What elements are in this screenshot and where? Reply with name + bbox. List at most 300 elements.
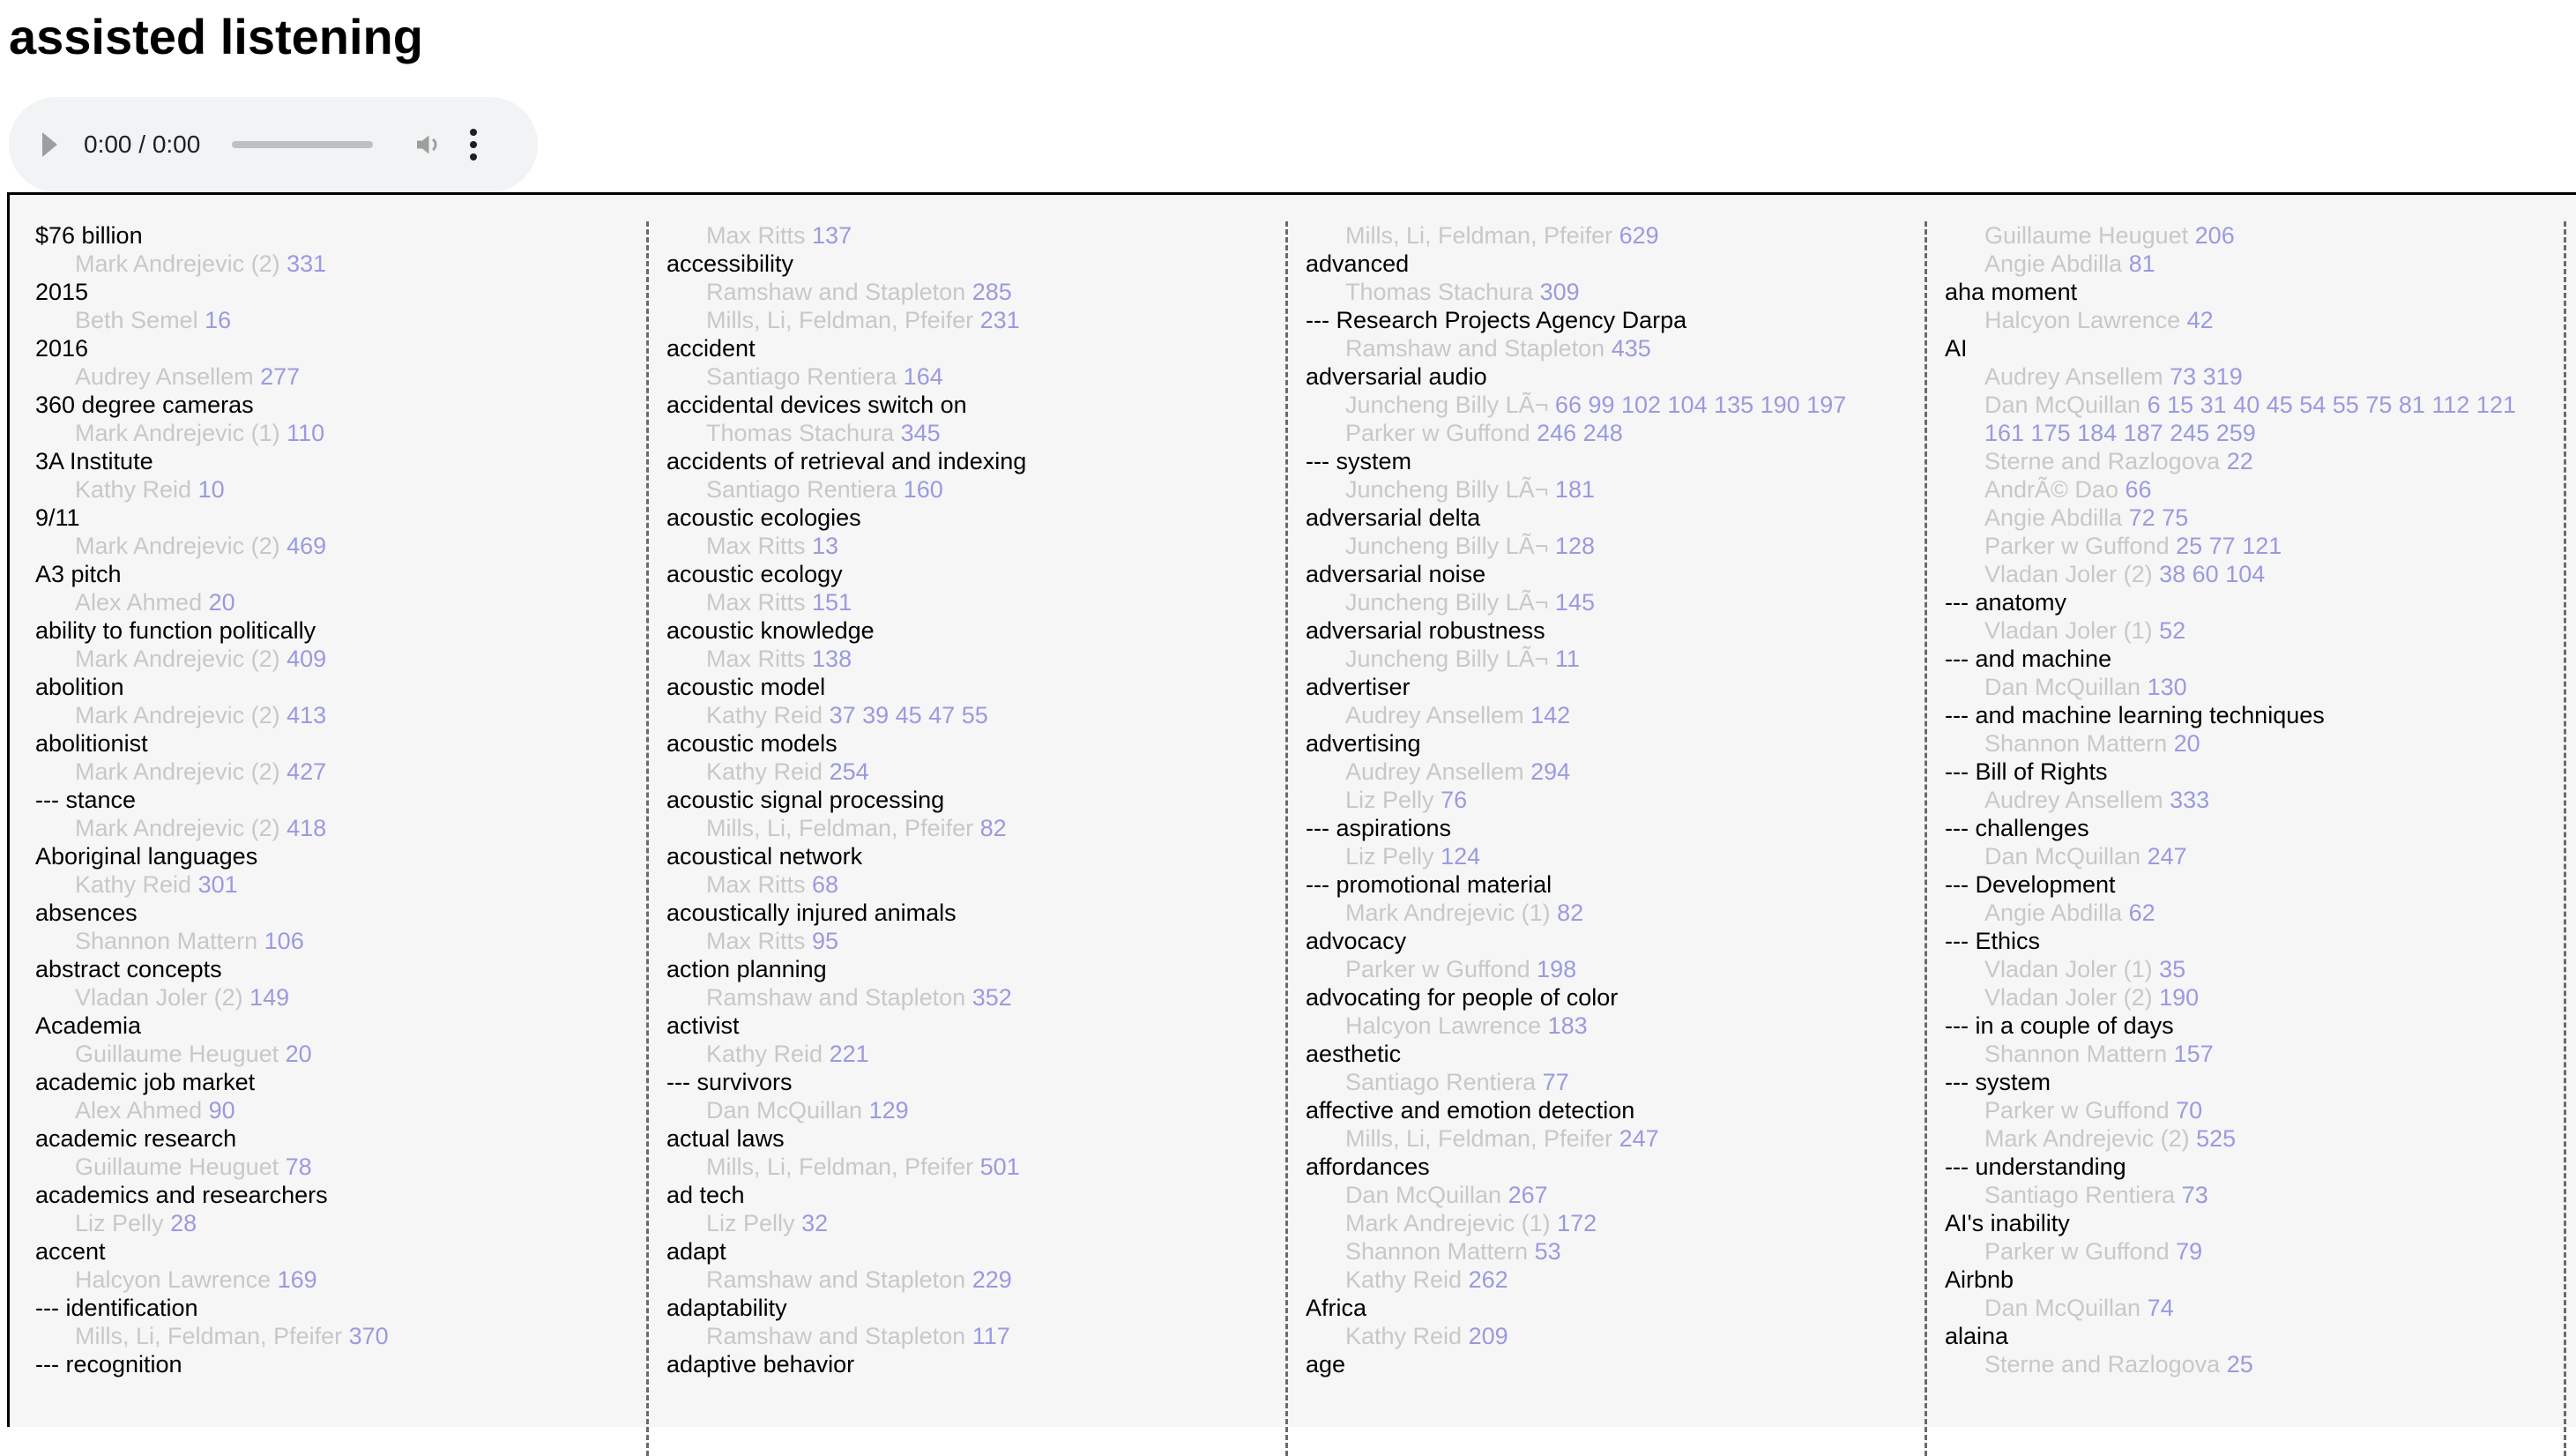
index-reference <box>666 758 1248 786</box>
index-reference <box>666 306 1248 334</box>
reference-author: AndrÃ© Dao <box>1984 476 2118 503</box>
page-links[interactable]: 117 <box>972 1323 1010 1349</box>
index-reference <box>35 362 617 391</box>
reference-author: Audrey Ansellem <box>1984 363 2163 390</box>
index-reference <box>666 983 1248 1012</box>
index-reference <box>35 475 617 504</box>
index-reference <box>1306 1209 1887 1237</box>
page-links[interactable]: 70 <box>2176 1097 2203 1124</box>
reference-author: Juncheng Billy LÃ¬ <box>1345 589 1549 616</box>
index-term: --- in a couple of days <box>1945 1012 2174 1039</box>
page-links[interactable]: 106 <box>264 928 304 954</box>
index-term: advocating for people of color <box>1306 984 1619 1011</box>
index-reference <box>35 250 617 278</box>
index-reference <box>1306 842 1887 870</box>
index-term: --- system <box>1945 1069 2051 1095</box>
index-column <box>10 221 649 1456</box>
page-links[interactable]: 72 75 <box>2128 504 2189 531</box>
reference-author: Juncheng Billy LÃ¬ <box>1345 476 1549 503</box>
page-links[interactable]: 301 <box>197 871 238 898</box>
page-links[interactable]: 145 <box>1554 589 1595 616</box>
play-icon[interactable] <box>42 132 57 157</box>
index-reference <box>1945 955 2527 983</box>
index-term: adapt <box>666 1238 726 1265</box>
index-reference <box>666 419 1248 447</box>
menu-dot <box>470 141 477 148</box>
page-links[interactable]: 130 <box>2147 674 2187 700</box>
index-reference <box>35 701 617 729</box>
page-links[interactable]: 172 <box>1557 1210 1597 1236</box>
index-reference <box>1945 729 2527 758</box>
index-reference <box>1306 278 1887 306</box>
page-links[interactable]: 52 <box>2159 617 2186 644</box>
index-term: --- challenges <box>1945 815 2089 841</box>
reference-author: Ramshaw and Stapleton <box>706 279 966 305</box>
index-term: academics and researchers <box>35 1182 328 1208</box>
page-links[interactable]: 28 <box>170 1210 197 1236</box>
reference-author: Mark Andrejevic (2) <box>75 758 280 785</box>
index-columns <box>10 221 2566 1456</box>
page-links[interactable]: 20 <box>208 589 235 616</box>
index-term: alaina <box>1945 1323 2009 1349</box>
page-links[interactable]: 62 <box>2128 900 2155 926</box>
reference-author: Audrey Ansellem <box>1984 787 2163 813</box>
reference-author: Mark Andrejevic (2) <box>75 250 280 277</box>
index-term: 2016 <box>35 335 89 362</box>
reference-author: Liz Pelly <box>1345 787 1434 813</box>
reference-author: Santiago Rentiera <box>706 476 897 503</box>
index-reference <box>1945 1040 2527 1068</box>
reference-author: Vladan Joler (1) <box>1984 617 2153 644</box>
page-links[interactable]: 246 248 <box>1537 420 1623 446</box>
page-links[interactable]: 181 <box>1554 476 1595 503</box>
index-term: acoustic ecologies <box>666 504 861 531</box>
index-reference <box>666 645 1248 673</box>
reference-author: Mark Andrejevic (2) <box>75 646 280 672</box>
page-links[interactable]: 90 <box>208 1097 235 1124</box>
page-links[interactable]: 352 <box>972 984 1012 1011</box>
index-reference <box>666 475 1248 504</box>
reference-author: Mark Andrejevic (2) <box>75 533 280 559</box>
index-reference <box>35 870 617 899</box>
index-term: abolition <box>35 674 124 700</box>
index-reference <box>35 1322 617 1350</box>
page-links[interactable]: 78 <box>285 1154 312 1180</box>
page-links[interactable]: 418 <box>287 815 327 841</box>
index-column <box>1927 221 2566 1456</box>
page-links[interactable]: 25 <box>2226 1351 2253 1378</box>
index-reference <box>666 1096 1248 1124</box>
page-links[interactable]: 435 <box>1611 335 1651 362</box>
reference-author: Alex Ahmed <box>75 589 203 616</box>
index-term: --- stance <box>35 787 137 813</box>
index-term: ability to function politically <box>35 617 316 644</box>
index-term: age <box>1306 1351 1346 1378</box>
page-links[interactable]: 79 <box>2176 1238 2203 1265</box>
index-term: academic research <box>35 1125 237 1152</box>
index-reference <box>666 362 1248 391</box>
index-reference <box>1945 391 2527 447</box>
index-term: advanced <box>1306 250 1410 277</box>
index-reference <box>1945 1237 2527 1266</box>
index-reference <box>666 1322 1248 1350</box>
page-links[interactable]: 38 60 104 <box>2159 561 2266 587</box>
index-term: --- understanding <box>1945 1154 2126 1180</box>
index-term: acoustic knowledge <box>666 617 875 644</box>
page-links[interactable]: 11 <box>1554 646 1580 672</box>
index-term: --- and machine <box>1945 646 2112 672</box>
page-links[interactable]: 129 <box>868 1097 909 1124</box>
page-links[interactable]: 124 <box>1441 843 1481 870</box>
reference-author: Guillaume Heuguet <box>75 1154 279 1180</box>
page-links[interactable]: 294 <box>1530 758 1571 785</box>
page-links[interactable]: 95 <box>812 928 839 954</box>
page-links[interactable]: 206 <box>2194 222 2235 249</box>
reference-author: Mills, Li, Feldman, Pfeifer <box>1345 222 1613 249</box>
index-term: --- and machine learning techniques <box>1945 702 2325 728</box>
reference-author: Mills, Li, Feldman, Pfeifer <box>1345 1125 1613 1152</box>
reference-author: Parker w Guffond <box>1984 1097 2170 1124</box>
reference-author: Santiago Rentiera <box>706 363 897 390</box>
page-links[interactable]: 370 <box>348 1323 389 1349</box>
page-links[interactable]: 409 <box>287 646 327 672</box>
page-links[interactable]: 164 <box>903 363 943 390</box>
index-term: adversarial delta <box>1306 504 1481 531</box>
page-links[interactable]: 35 <box>2159 956 2186 982</box>
page-links[interactable]: 262 <box>1468 1266 1508 1293</box>
reference-author: Audrey Ansellem <box>75 363 254 390</box>
index-reference <box>1945 447 2527 475</box>
reference-author: Halcyon Lawrence <box>1984 307 2181 333</box>
reference-author: Shannon Mattern <box>1345 1238 1529 1265</box>
page-links[interactable]: 345 <box>900 420 941 446</box>
index-term: 3A Institute <box>35 448 153 474</box>
index-panel <box>7 192 2576 1427</box>
page-links[interactable]: 73 <box>2181 1182 2208 1208</box>
index-term: advertiser <box>1306 674 1411 700</box>
index-reference <box>1945 1294 2527 1322</box>
reference-author: Shannon Mattern <box>1984 730 2168 757</box>
page-links[interactable]: 267 <box>1508 1182 1548 1208</box>
page-links[interactable]: 25 77 121 <box>2176 533 2282 559</box>
index-term: affordances <box>1306 1154 1430 1180</box>
page-links[interactable]: 629 <box>1619 222 1659 249</box>
index-reference <box>35 983 617 1012</box>
reference-author: Audrey Ansellem <box>1345 758 1524 785</box>
index-term: --- Ethics <box>1945 928 2040 954</box>
reference-author: Parker w Guffond <box>1984 533 2170 559</box>
page-links[interactable]: 229 <box>972 1266 1012 1293</box>
reference-author: Liz Pelly <box>1345 843 1434 870</box>
index-term: advocacy <box>1306 928 1407 954</box>
reference-author: Mark Andrejevic (1) <box>1345 900 1551 926</box>
index-reference <box>1306 1068 1887 1096</box>
page-links[interactable]: 74 <box>2147 1295 2174 1321</box>
page-links[interactable]: 331 <box>287 250 327 277</box>
index-term: activist <box>666 1012 740 1039</box>
index-reference <box>1945 504 2527 532</box>
index-reference <box>35 927 617 955</box>
page-links[interactable]: 247 <box>2147 843 2187 870</box>
page-links[interactable]: 169 <box>277 1266 317 1293</box>
reference-author: Dan McQuillan <box>706 1097 863 1124</box>
index-term: accidental devices switch on <box>666 392 967 418</box>
reference-author: Liz Pelly <box>706 1210 795 1236</box>
index-reference <box>666 532 1248 560</box>
index-reference <box>1945 306 2527 334</box>
index-reference <box>666 221 1248 250</box>
index-term: accessibility <box>666 250 794 277</box>
index-reference <box>1306 588 1887 616</box>
index-term: abstract concepts <box>35 956 222 982</box>
index-reference <box>35 814 617 842</box>
index-term: Africa <box>1306 1295 1367 1321</box>
index-term: adaptability <box>666 1295 787 1321</box>
index-term: aha moment <box>1945 279 2078 305</box>
page-links[interactable]: 333 <box>2170 787 2210 813</box>
reference-author: Mills, Li, Feldman, Pfeifer <box>75 1323 343 1349</box>
reference-author: Max Ritts <box>706 871 806 898</box>
page-links[interactable]: 68 <box>812 871 839 898</box>
reference-author: Max Ritts <box>706 589 806 616</box>
index-term: --- aspirations <box>1306 815 1452 841</box>
page-links[interactable]: 66 99 102 104 135 190 197 <box>1554 392 1847 418</box>
page-links[interactable]: 10 <box>197 476 225 503</box>
reference-author: Angie Abdilla <box>1984 250 2123 277</box>
reference-author: Ramshaw and Stapleton <box>706 1323 966 1349</box>
index-reference <box>35 1153 617 1181</box>
index-term: ad tech <box>666 1182 745 1208</box>
page-links[interactable]: 277 <box>260 363 301 390</box>
page-links[interactable]: 157 <box>2173 1041 2214 1067</box>
reference-author: Kathy Reid <box>706 1041 823 1067</box>
index-reference <box>1306 221 1887 250</box>
index-reference <box>1306 955 1887 983</box>
index-reference <box>666 588 1248 616</box>
reference-author: Max Ritts <box>706 222 806 249</box>
index-term: A3 pitch <box>35 561 122 587</box>
progress-slider[interactable] <box>232 141 373 148</box>
reference-author: Guillaume Heuguet <box>75 1041 279 1067</box>
reference-author: Max Ritts <box>706 646 806 672</box>
page-links[interactable]: 76 <box>1441 787 1468 813</box>
index-reference <box>35 1096 617 1124</box>
reference-author: Shannon Mattern <box>1984 1041 2168 1067</box>
index-term: Airbnb <box>1945 1266 2014 1293</box>
page-links[interactable]: 77 <box>1542 1069 1569 1095</box>
page-links[interactable]: 82 <box>979 815 1007 841</box>
index-reference <box>1306 786 1887 814</box>
page-links[interactable]: 66 <box>2125 476 2152 503</box>
index-term: --- anatomy <box>1945 589 2067 616</box>
reference-author: Liz Pelly <box>75 1210 164 1236</box>
index-reference <box>1945 362 2527 391</box>
index-reference <box>666 278 1248 306</box>
page-links[interactable]: 53 <box>1534 1238 1561 1265</box>
reference-author: Kathy Reid <box>1345 1266 1463 1293</box>
index-reference <box>666 1040 1248 1068</box>
index-reference <box>666 1209 1248 1237</box>
index-reference <box>1945 1096 2527 1124</box>
page-links[interactable]: 20 <box>285 1041 312 1067</box>
reference-author: Dan McQuillan <box>1345 1182 1502 1208</box>
page-links[interactable]: 142 <box>1530 702 1571 728</box>
reference-author: Parker w Guffond <box>1345 420 1530 446</box>
index-reference <box>1945 786 2527 814</box>
reference-author: Kathy Reid <box>706 702 823 728</box>
reference-author: Santiago Rentiera <box>1345 1069 1537 1095</box>
reference-author: Guillaume Heuguet <box>1984 222 2189 249</box>
reference-author: Mark Andrejevic (1) <box>1345 1210 1551 1236</box>
page-links[interactable]: 73 319 <box>2170 363 2243 390</box>
reference-author: Angie Abdilla <box>1984 504 2123 531</box>
page-links[interactable]: 137 <box>812 222 852 249</box>
index-term: acoustically injured animals <box>666 900 957 926</box>
reference-author: Angie Abdilla <box>1984 900 2123 926</box>
reference-author: Sterne and Razlogova <box>1984 448 2221 474</box>
index-reference <box>1306 391 1887 419</box>
index-term: 2015 <box>35 279 89 305</box>
index-reference <box>1306 1237 1887 1266</box>
page-links[interactable]: 198 <box>1537 956 1577 982</box>
reference-author: Dan McQuillan <box>1984 674 2141 700</box>
index-term: adaptive behavior <box>666 1351 855 1378</box>
reference-author: Ramshaw and Stapleton <box>706 984 966 1011</box>
index-reference <box>1306 758 1887 786</box>
page-links[interactable]: 6 15 31 40 45 54 55 75 81 112 121 161 175 184 187 245 259 <box>1984 392 2516 446</box>
page-links[interactable]: 37 39 45 47 55 <box>829 702 988 728</box>
index-reference <box>35 758 617 786</box>
index-term: adversarial robustness <box>1306 617 1545 644</box>
index-term: --- Bill of Rights <box>1945 758 2108 785</box>
reference-author: Dan McQuillan <box>1984 1295 2141 1321</box>
page-links[interactable]: 254 <box>829 758 869 785</box>
reference-author: Mark Andrejevic (2) <box>75 702 280 728</box>
audio-player[interactable] <box>9 97 538 192</box>
page-links[interactable]: 151 <box>812 589 852 616</box>
index-term: adversarial audio <box>1306 363 1487 390</box>
page-links[interactable]: 285 <box>972 279 1012 305</box>
page-links[interactable]: 149 <box>249 984 290 1011</box>
reference-author: Vladan Joler (1) <box>1984 956 2153 982</box>
page-links[interactable]: 427 <box>287 758 327 785</box>
more-vertical-icon[interactable] <box>468 129 479 161</box>
reference-author: Vladan Joler (2) <box>1984 984 2153 1011</box>
reference-author: Ramshaw and Stapleton <box>706 1266 966 1293</box>
index-term: accidents of retrieval and indexing <box>666 448 1027 474</box>
page-links[interactable]: 32 <box>801 1210 829 1236</box>
page-links[interactable]: 82 <box>1557 900 1584 926</box>
page-links[interactable]: 221 <box>829 1041 869 1067</box>
index-reference <box>1306 899 1887 927</box>
index-term: 360 degree cameras <box>35 392 254 418</box>
index-term: --- survivors <box>666 1069 793 1095</box>
page-links[interactable]: 42 <box>2186 307 2214 333</box>
page-links[interactable]: 309 <box>1539 279 1580 305</box>
index-term: accent <box>35 1238 106 1265</box>
index-reference <box>35 419 617 447</box>
reference-author: Thomas Stachura <box>706 420 895 446</box>
page-title: assisted listening <box>9 9 423 64</box>
index-column <box>1288 221 1927 1456</box>
index-reference <box>1306 532 1887 560</box>
reference-author: Audrey Ansellem <box>1345 702 1524 728</box>
page-links[interactable]: 413 <box>287 702 327 728</box>
index-reference <box>666 701 1248 729</box>
page-links[interactable]: 183 <box>1547 1012 1588 1039</box>
page-links[interactable]: 16 <box>205 307 232 333</box>
index-reference <box>666 927 1248 955</box>
page-links[interactable]: 138 <box>812 646 852 672</box>
page-links[interactable]: 110 <box>287 420 325 446</box>
menu-dot <box>470 153 477 161</box>
index-reference <box>1945 221 2527 250</box>
page-links[interactable]: 160 <box>903 476 943 503</box>
index-reference <box>35 588 617 616</box>
page-links[interactable]: 469 <box>287 533 327 559</box>
index-column <box>649 221 1288 1456</box>
page-links[interactable]: 190 <box>2159 984 2200 1011</box>
index-reference <box>1306 1322 1887 1350</box>
index-reference <box>1945 250 2527 278</box>
index-reference <box>1945 475 2527 504</box>
index-reference <box>1945 532 2527 560</box>
index-term: absences <box>35 900 138 926</box>
index-reference <box>1306 1124 1887 1153</box>
index-reference <box>1945 560 2527 588</box>
page-links[interactable]: 231 <box>979 307 1020 333</box>
reference-author: Mark Andrejevic (2) <box>1984 1125 2190 1152</box>
page-links[interactable]: 13 <box>812 533 839 559</box>
page-links[interactable]: 525 <box>2196 1125 2237 1152</box>
reference-author: Shannon Mattern <box>75 928 258 954</box>
index-reference <box>1945 899 2527 927</box>
reference-author: Dan McQuillan <box>1984 843 2141 870</box>
page-links[interactable]: 209 <box>1468 1323 1508 1349</box>
page-links[interactable]: 81 <box>2128 250 2155 277</box>
index-term: --- Development <box>1945 871 2116 898</box>
reference-author: Mills, Li, Feldman, Pfeifer <box>706 307 974 333</box>
page-links[interactable]: 128 <box>1554 533 1595 559</box>
page-links[interactable]: 22 <box>2226 448 2253 474</box>
index-term: AI <box>1945 335 1968 362</box>
index-reference <box>1306 475 1887 504</box>
index-term: acoustic signal processing <box>666 787 945 813</box>
page-links[interactable]: 20 <box>2173 730 2200 757</box>
reference-author: Dan McQuillan <box>1984 392 2141 418</box>
reference-author: Kathy Reid <box>75 871 192 898</box>
reference-author: Halcyon Lawrence <box>75 1266 272 1293</box>
reference-author: Thomas Stachura <box>1345 279 1534 305</box>
index-term: actual laws <box>666 1125 785 1152</box>
reference-author: Parker w Guffond <box>1345 956 1530 982</box>
page-links[interactable]: 501 <box>979 1154 1020 1180</box>
volume-icon[interactable] <box>412 129 443 161</box>
index-term: aesthetic <box>1306 1041 1402 1067</box>
index-reference <box>666 1153 1248 1181</box>
index-reference <box>1306 701 1887 729</box>
index-reference <box>35 1040 617 1068</box>
index-reference <box>1945 842 2527 870</box>
reference-author: Vladan Joler (2) <box>1984 561 2153 587</box>
index-reference <box>666 1266 1248 1294</box>
reference-author: Ramshaw and Stapleton <box>1345 335 1605 362</box>
reference-author: Kathy Reid <box>1345 1323 1463 1349</box>
page-links[interactable]: 247 <box>1619 1125 1659 1152</box>
index-term: advertising <box>1306 730 1421 757</box>
reference-author: Juncheng Billy LÃ¬ <box>1345 646 1549 672</box>
reference-author: Vladan Joler (2) <box>75 984 243 1011</box>
